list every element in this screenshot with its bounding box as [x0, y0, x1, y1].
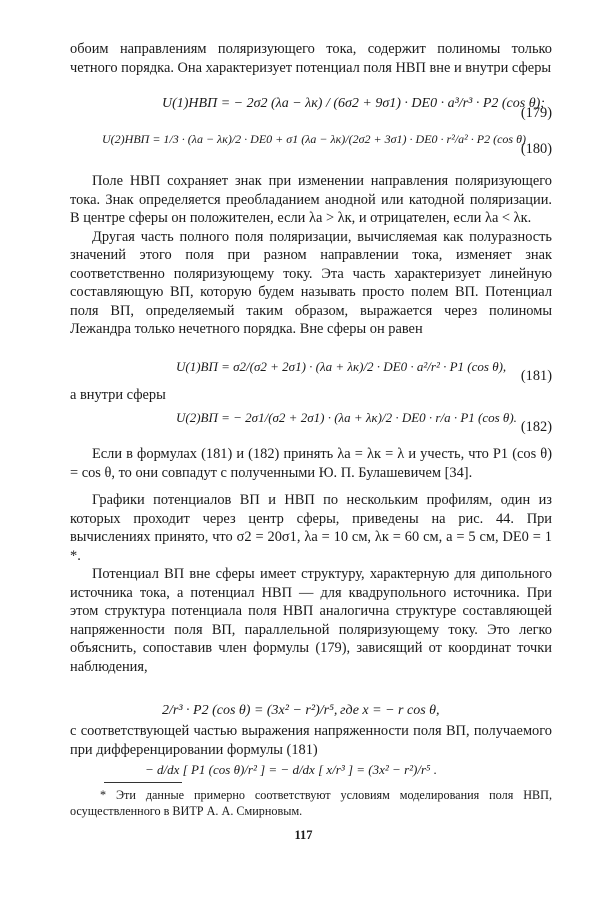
equation-179 — [70, 96, 552, 130]
footnote-divider — [104, 782, 182, 783]
equation-181-body: U(1)ВП = σ2/(σ2 + 2σ1) · (λа + λк)/2 · DE0 · a²/r² · P1 (cos θ), — [176, 359, 507, 374]
equation-182 — [70, 410, 552, 444]
equation-182-body: U(2)ВП = − 2σ1/(σ2 + 2σ1) · (λа + λк)/2 · DE0 · r/a · P1 (cos θ). — [176, 410, 517, 425]
equation-179-number: (179) — [520, 105, 552, 121]
equation-180-body: U(2)НВП = 1/3 · (λа − λк)/2 · DE0 + σ1 (λа − λк)/(2σ2 + 3σ1) · DE0 · r²/a² · P2 (cos θ) — [102, 132, 526, 146]
equation-derivative-body: − d/dx [ P1 (cos θ)/r² ] = − d/dx [ x/r³ ] = (3x² − r²)/r⁵ . — [145, 762, 438, 777]
equation-180-number: (180) — [520, 141, 552, 157]
equation-181-number: (181) — [520, 368, 552, 384]
equation-p2-condition: где x = − r cos θ, — [340, 703, 440, 718]
equation-p2-body: 2/r³ · P2 (cos θ) = (3x² − r²)/r⁵, — [162, 703, 338, 718]
equation-180 — [70, 132, 552, 166]
paragraph-intro: обоим направлениям поляризующего тока, содержит полиномы только четного порядка. Она характеризует потенциал поля НВП вне и внутри сферы — [70, 41, 552, 76]
paragraph-sign: Поле НВП сохраняет знак при изменении направления поляризующего тока. Знак определяется преобладанием анодной или катодной поляризации. В центре сферы он положителен, если λа > λк, и отрицателен, если λа < λк. Другая часть полного поля поляризации, вычисляемая как полуразность значений этого поля при разном направлении тока, изменяет знак соответственно поляризующему току. Эта часть характеризует линейную составляющую ВП, которую будем называть просто полем ВП. Потенциал поля ВП, определяемый таким образом, выражается через полиномы Лежандра только нечетного порядка. Вне сферы он равен — [70, 173, 552, 337]
paragraph-derivative: с соответствующей частью выражения напряженности поля ВП, получаемого при дифференцировании формулы (181) — [70, 723, 552, 758]
equation-derivative — [70, 762, 552, 782]
paragraph-inside: а внутри сферы — [70, 387, 166, 403]
paragraph-body: Если в формулах (181) и (182) принять λа = λк = λ и учесть, что P1 (cos θ) = cos θ, то они совпадут с полученными Ю. П. Булашевичем [34]. Графики потенциалов ВП и НВП по нескольким профилям, один из которых проходит через центр сферы, приведены на рис. 44. При вычислениях принято, что σ2 = 20σ1, λа = 10 см, λк = 60 см, a = 5 см, DE0 = 1 *. Потенциал ВП вне сферы имеет структуру, характерную для дипольного источника тока, а потенциал НВП — для квадрупольного источника. При этом структура потенциала поля НВП аналогична структуре составляющей напряженности поля ВП, параллельной поляризующему току. Это легко объяснить, сопоставив член формулы (179), зависящий от координат точки наблюдения, — [70, 446, 552, 675]
page-number: 117 — [294, 828, 313, 842]
equation-179-body: U(1)НВП = − 2σ2 (λа − λк) / (6σ2 + 9σ1) · DE0 · a³/r³ · P2 (cos θ); — [162, 96, 545, 111]
equation-182-number: (182) — [520, 419, 552, 435]
footnote: * Эти данные примерно соответствуют условиям моделирования поля НВП, осуществленного в ВИТР А. А. Смирновым. — [70, 788, 552, 818]
